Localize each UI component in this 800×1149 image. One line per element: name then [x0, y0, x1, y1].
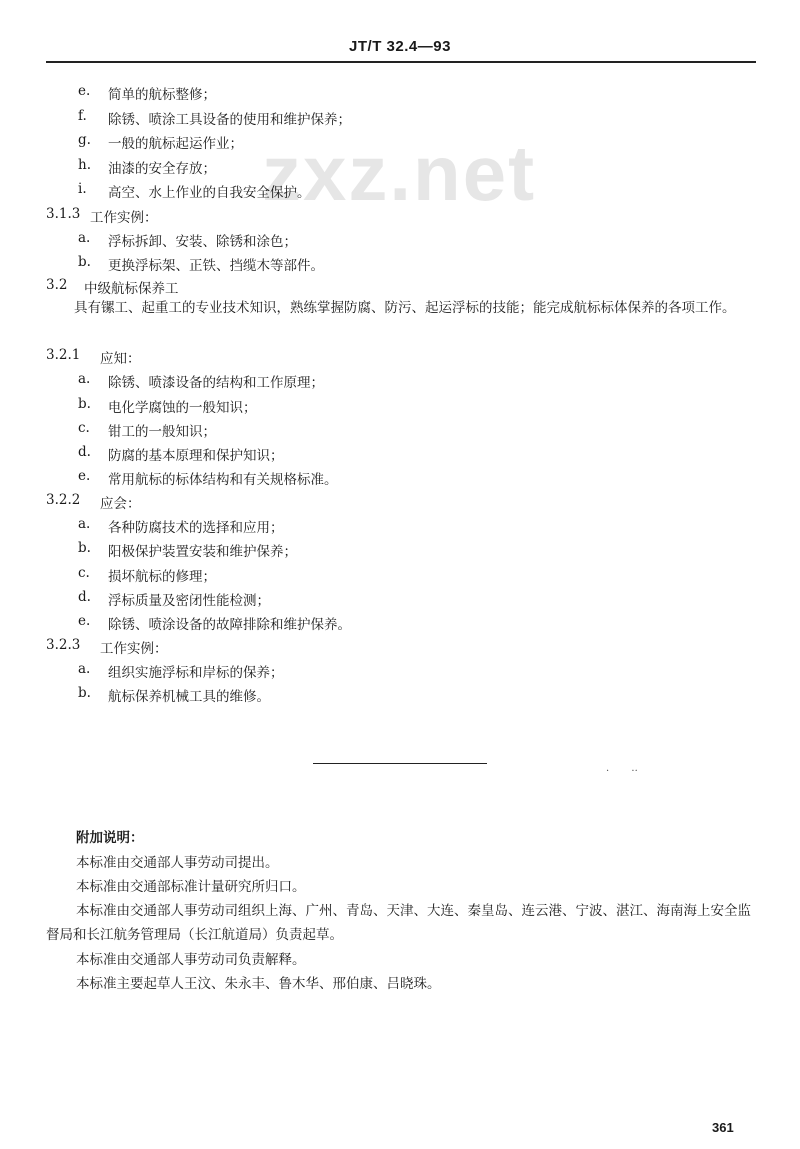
item-text: 除锈、喷漆设备的结构和工作原理； — [108, 375, 324, 391]
item-letter: b. — [78, 685, 91, 701]
item-text: 除锈、喷涂设备的故障排除和维护保养。 — [108, 617, 351, 633]
note-line: 本标准主要起草人王汶、朱永丰、鲁木华、邢伯康、吕晓珠。 — [76, 976, 441, 992]
item-text: 各种防腐技术的选择和应用； — [108, 520, 284, 536]
item-letter: d. — [78, 589, 91, 605]
item-text: 简单的航标整修； — [108, 87, 216, 103]
item-letter: e. — [78, 468, 91, 484]
item-letter: b. — [78, 254, 91, 270]
item-text: 高空、水上作业的自我安全保护。 — [108, 185, 311, 201]
watermark: zxz.net — [262, 129, 537, 217]
section-title: 工作实例： — [90, 210, 158, 226]
item-text: 防腐的基本原理和保护知识； — [108, 448, 284, 464]
item-text: 航标保养机械工具的维修。 — [108, 689, 270, 705]
item-text: 钳工的一般知识； — [108, 424, 216, 440]
item-letter: f. — [78, 108, 87, 124]
item-text: 常用航标的标体结构和有关规格标准。 — [108, 472, 338, 488]
item-letter: e. — [78, 83, 91, 99]
item-text: 浮标拆卸、安装、除锈和涂色； — [108, 234, 297, 250]
section-number: 3.2 — [46, 277, 68, 293]
item-letter: h. — [78, 157, 91, 173]
section-title: 应会： — [100, 496, 141, 512]
additional-notes-heading: 附加说明： — [76, 830, 144, 846]
item-letter: g. — [78, 132, 91, 148]
item-text: 阳极保护装置安装和维护保养； — [108, 544, 297, 560]
item-letter: a. — [78, 230, 91, 246]
item-letter: a. — [78, 661, 91, 677]
note-line: 本标准由交通部人事劳动司负责解释。 — [76, 952, 306, 968]
section-title: 中级航标保养工 — [84, 281, 179, 297]
section-number: 3.1.3 — [46, 206, 81, 222]
end-of-text-divider — [313, 763, 487, 764]
section-number: 3.2.2 — [46, 492, 81, 508]
item-letter: b. — [78, 540, 91, 556]
section-number: 3.2.3 — [46, 637, 81, 653]
item-letter: a. — [78, 371, 91, 387]
item-text: 更换浮标架、正铁、挡缆木等部件。 — [108, 258, 324, 274]
item-text: 组织实施浮标和岸标的保养； — [108, 665, 284, 681]
note-line: 本标准由交通部标准计量研究所归口。 — [76, 879, 306, 895]
note-paragraph: 本标准由交通部人事劳动司组织上海、广州、青岛、天津、大连、秦皇岛、连云港、宁波、湛江、海南海上安全监督局和长江航务管理局（长江航道局）负责起草。 — [46, 903, 751, 943]
section-title: 工作实例： — [100, 641, 168, 657]
item-letter: b. — [78, 396, 91, 412]
item-letter: c. — [78, 420, 90, 436]
section-number: 3.2.1 — [46, 347, 81, 363]
note-line: 本标准由交通部人事劳动司提出。 — [76, 855, 279, 871]
item-letter: a. — [78, 516, 91, 532]
section-title: 应知： — [100, 351, 141, 367]
item-letter: e. — [78, 613, 91, 629]
item-text: 一般的航标起运作业； — [108, 136, 243, 152]
section-intro-paragraph: 具有镙工、起重工的专业技术知识，熟练掌握防腐、防污、起运浮标的技能；能完成航标标体保养的各项工作。 — [74, 300, 736, 316]
item-letter: i. — [78, 181, 87, 197]
standard-code-header: JT/T 32.4—93 — [349, 38, 451, 55]
header-rule — [46, 61, 756, 63]
item-text: 电化学腐蚀的一般知识； — [108, 400, 257, 416]
item-letter: d. — [78, 444, 91, 460]
scan-speckle: · ·· — [606, 766, 638, 777]
item-text: 损坏航标的修理； — [108, 569, 216, 585]
item-text: 除锈、喷涂工具设备的使用和维护保养； — [108, 112, 351, 128]
item-text: 浮标质量及密闭性能检测； — [108, 593, 270, 609]
page-number: 361 — [712, 1120, 734, 1135]
item-letter: c. — [78, 565, 90, 581]
item-text: 油漆的安全存放； — [108, 161, 216, 177]
